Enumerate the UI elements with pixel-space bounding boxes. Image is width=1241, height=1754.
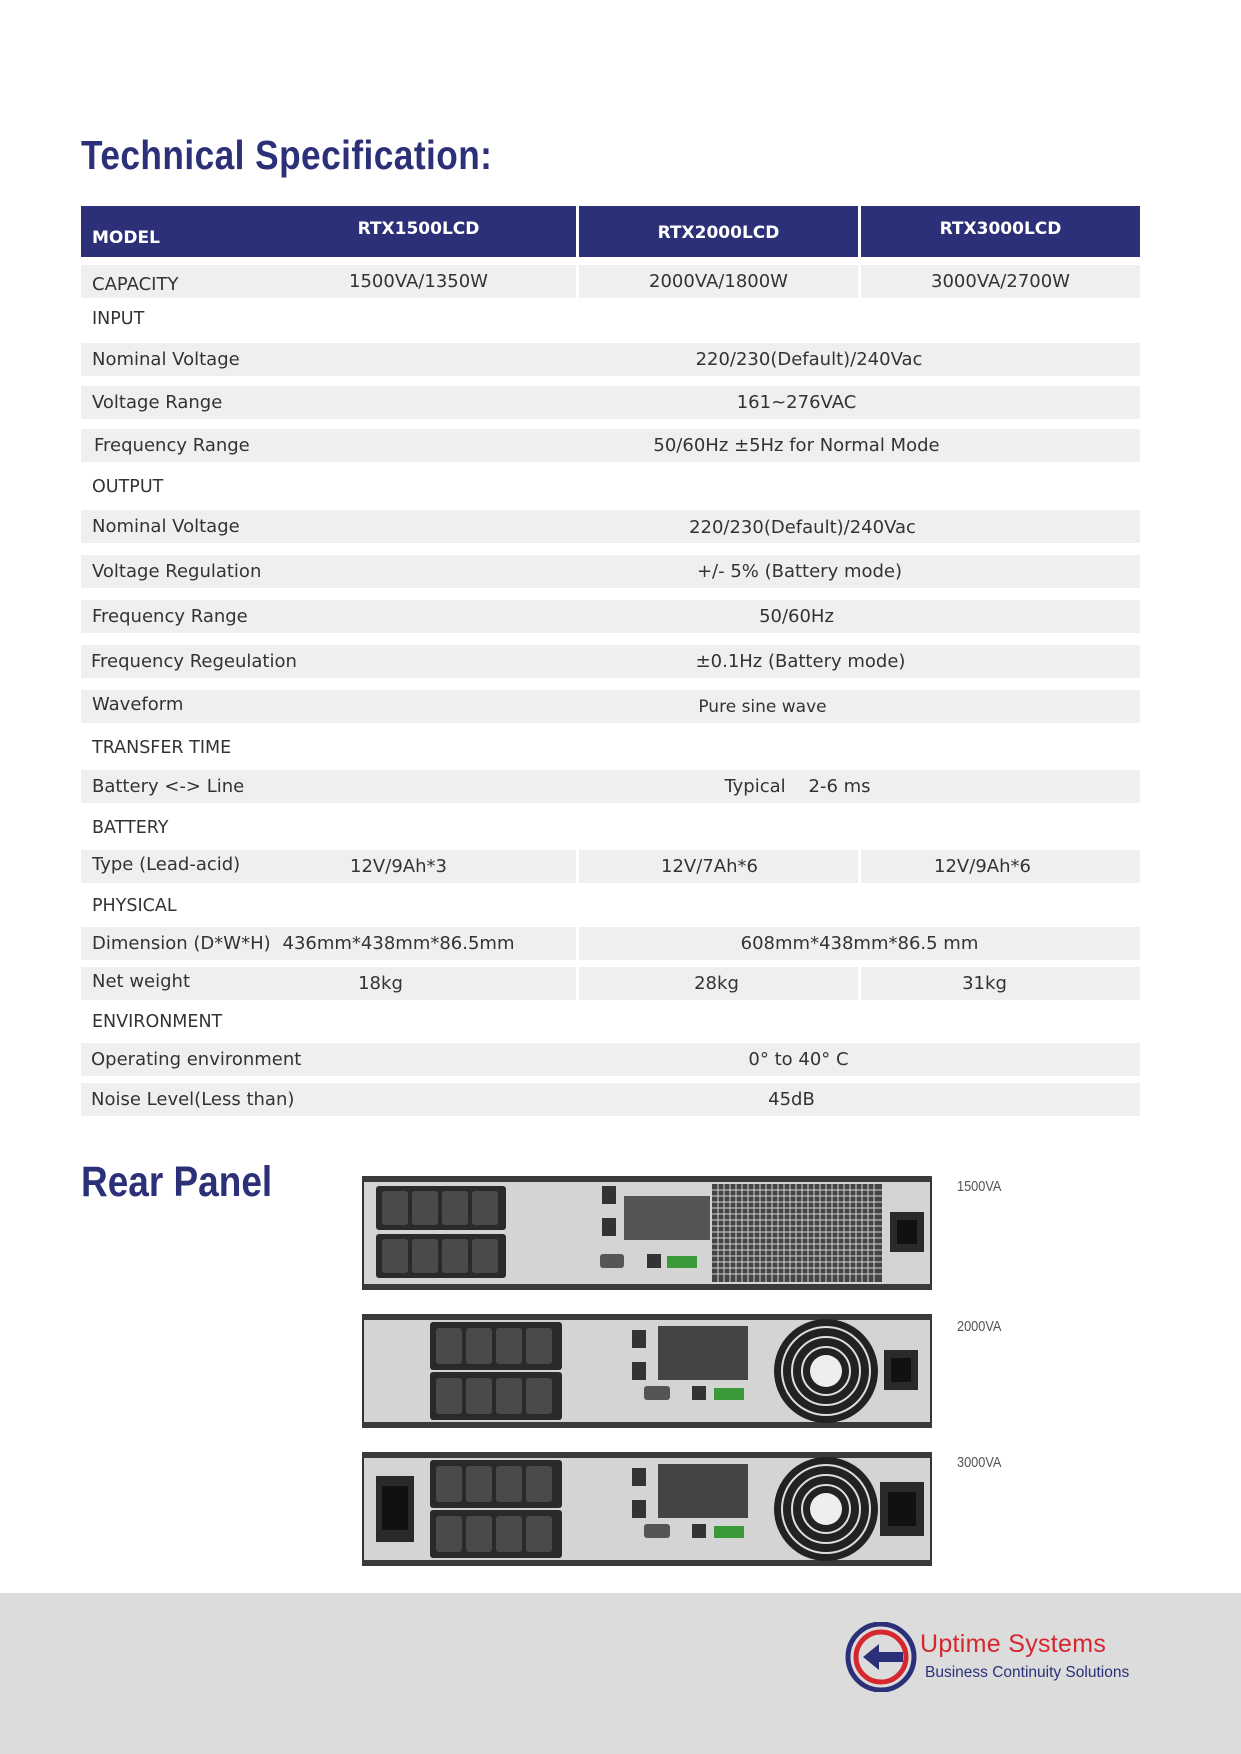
battery-type-1500 [261,850,576,883]
output-waveform-text: Pure sine wave [698,696,827,717]
model-rtx1500lcd: RTX1500LCD [357,218,480,239]
battery-line-value [81,770,1140,803]
output-nominal-voltage-text: 220/230(Default)/240Vac [689,517,916,538]
operating-environment-label: Operating environment [91,1049,302,1070]
input-frequency-range-row [81,429,1140,462]
battery-type-3000 [861,850,1140,883]
battery-type-row [81,850,1140,883]
battery-type-1500-text: 12V/9Ah*3 [350,856,447,877]
rear-panel-3000va-image [362,1452,932,1566]
page-title: Technical Specification: [81,132,493,178]
input-voltage-range-label: Voltage Range [92,392,223,413]
company-logo [845,1622,1145,1692]
battery-section-title: BATTERY [92,818,169,838]
rear-panel-2000va-label: 2000VA [957,1318,1002,1335]
net-weight-2000 [579,967,858,1000]
net-weight-row [81,967,1140,1000]
operating-environment-value [81,1043,1140,1076]
net-weight-1500-text: 18kg [358,973,403,994]
model-rtx3000lcd: RTX3000LCD [939,218,1062,239]
rear-panel-3000va-label: 3000VA [957,1454,1002,1471]
battery-line-label: Battery <-> Line [92,776,245,797]
output-frequency-regulation-value [81,645,1140,678]
brand-name: Uptime Systems [920,1630,1107,1658]
battery-type-2000-text: 12V/7Ah*6 [661,856,758,877]
operating-environment-text: 0° to 40° C [748,1049,849,1070]
output-waveform-label: Waveform [92,694,184,715]
input-section [81,304,1140,334]
battery-type-2000 [579,850,858,883]
transfer-time-section [81,733,1140,763]
dimension-1500 [261,927,576,960]
output-section [81,472,1140,502]
rear-panel-2000va-image [362,1314,932,1428]
uptime-logo-icon [845,1622,917,1692]
noise-level-label: Noise Level(Less than) [91,1089,295,1110]
output-nominal-voltage-label: Nominal Voltage [92,516,240,537]
table-header-row [81,206,1140,257]
input-nominal-voltage-row [81,343,1140,376]
output-voltage-regulation-text: +/- 5% (Battery mode) [696,561,903,582]
output-nominal-voltage-value [81,510,1140,543]
output-section-title: OUTPUT [92,477,164,497]
capacity-1500: 1500VA/1350W [349,271,488,292]
battery-type-3000-text: 12V/9Ah*6 [934,856,1031,877]
input-section-title: INPUT [92,309,145,329]
noise-level-text: 45dB [768,1089,815,1110]
net-weight-1500 [261,967,576,1000]
dimension-1500-text: 436mm*438mm*86.5mm [282,933,515,954]
operating-environment-row [81,1043,1140,1076]
output-frequency-regulation-label: Frequency Regeulation [91,651,297,672]
capacity-label: CAPACITY [92,274,179,295]
input-nominal-voltage-value [81,343,1121,376]
environment-section [81,1007,1140,1037]
output-frequency-range-label: Frequency Range [92,606,248,627]
input-frequency-range-value [81,429,1140,462]
output-nominal-voltage-row [81,510,1140,543]
input-frequency-range-text: 50/60Hz ±5Hz for Normal Mode [653,435,940,456]
capacity-2000: 2000VA/1800W [649,271,788,292]
capacity-3000: 3000VA/2700W [931,271,1070,292]
net-weight-2000-text: 28kg [694,973,739,994]
brand-tagline: Business Continuity Solutions [925,1664,1130,1681]
physical-section-title: PHYSICAL [92,896,177,916]
net-weight-label: Net weight [92,971,191,992]
noise-level-row [81,1083,1140,1116]
model-header: MODEL [92,227,160,248]
dimension-2000-3000: 608mm*438mm*86.5 mm [740,933,979,954]
rear-panel-1500va-label: 1500VA [957,1178,1002,1195]
battery-line-row [81,770,1140,803]
output-voltage-regulation-label: Voltage Regulation [92,561,262,582]
model-rtx2000lcd: RTX2000LCD [657,222,780,243]
output-frequency-regulation-row [81,645,1140,678]
output-frequency-range-row [81,600,1140,633]
input-nominal-voltage-text: 220/230(Default)/240Vac [695,349,923,370]
environment-section-title: ENVIRONMENT [92,1012,223,1032]
battery-line-text: Typical 2-6 ms [724,776,871,797]
rear-panel-title: Rear Panel [81,1158,273,1206]
output-voltage-regulation-row [81,555,1140,588]
net-weight-3000-text: 31kg [962,973,1007,994]
noise-level-value [81,1083,1140,1116]
battery-section [81,813,1140,843]
input-frequency-range-label: Frequency Range [94,435,250,456]
input-nominal-voltage-label: Nominal Voltage [92,349,240,370]
transfer-time-section-title: TRANSFER TIME [92,738,232,758]
battery-type-label: Type (Lead-acid) [92,854,241,875]
output-waveform-row [81,690,1140,723]
input-voltage-range-value [81,386,1140,419]
rear-panel-1500va-image [362,1176,932,1290]
output-frequency-range-text: 50/60Hz [759,606,834,627]
physical-section [81,891,1140,921]
output-voltage-regulation-value [81,555,1140,588]
capacity-row [81,265,1140,298]
input-voltage-range-text: 161~276VAC [736,392,857,413]
dimension-row [81,927,1140,960]
net-weight-3000 [861,967,1140,1000]
input-voltage-range-row [81,386,1140,419]
output-waveform-value [81,690,1140,723]
output-frequency-range-value [81,600,1140,633]
dimension-label: Dimension (D*W*H) [92,933,271,954]
output-frequency-regulation-text: ±0.1Hz (Battery mode) [695,651,906,672]
